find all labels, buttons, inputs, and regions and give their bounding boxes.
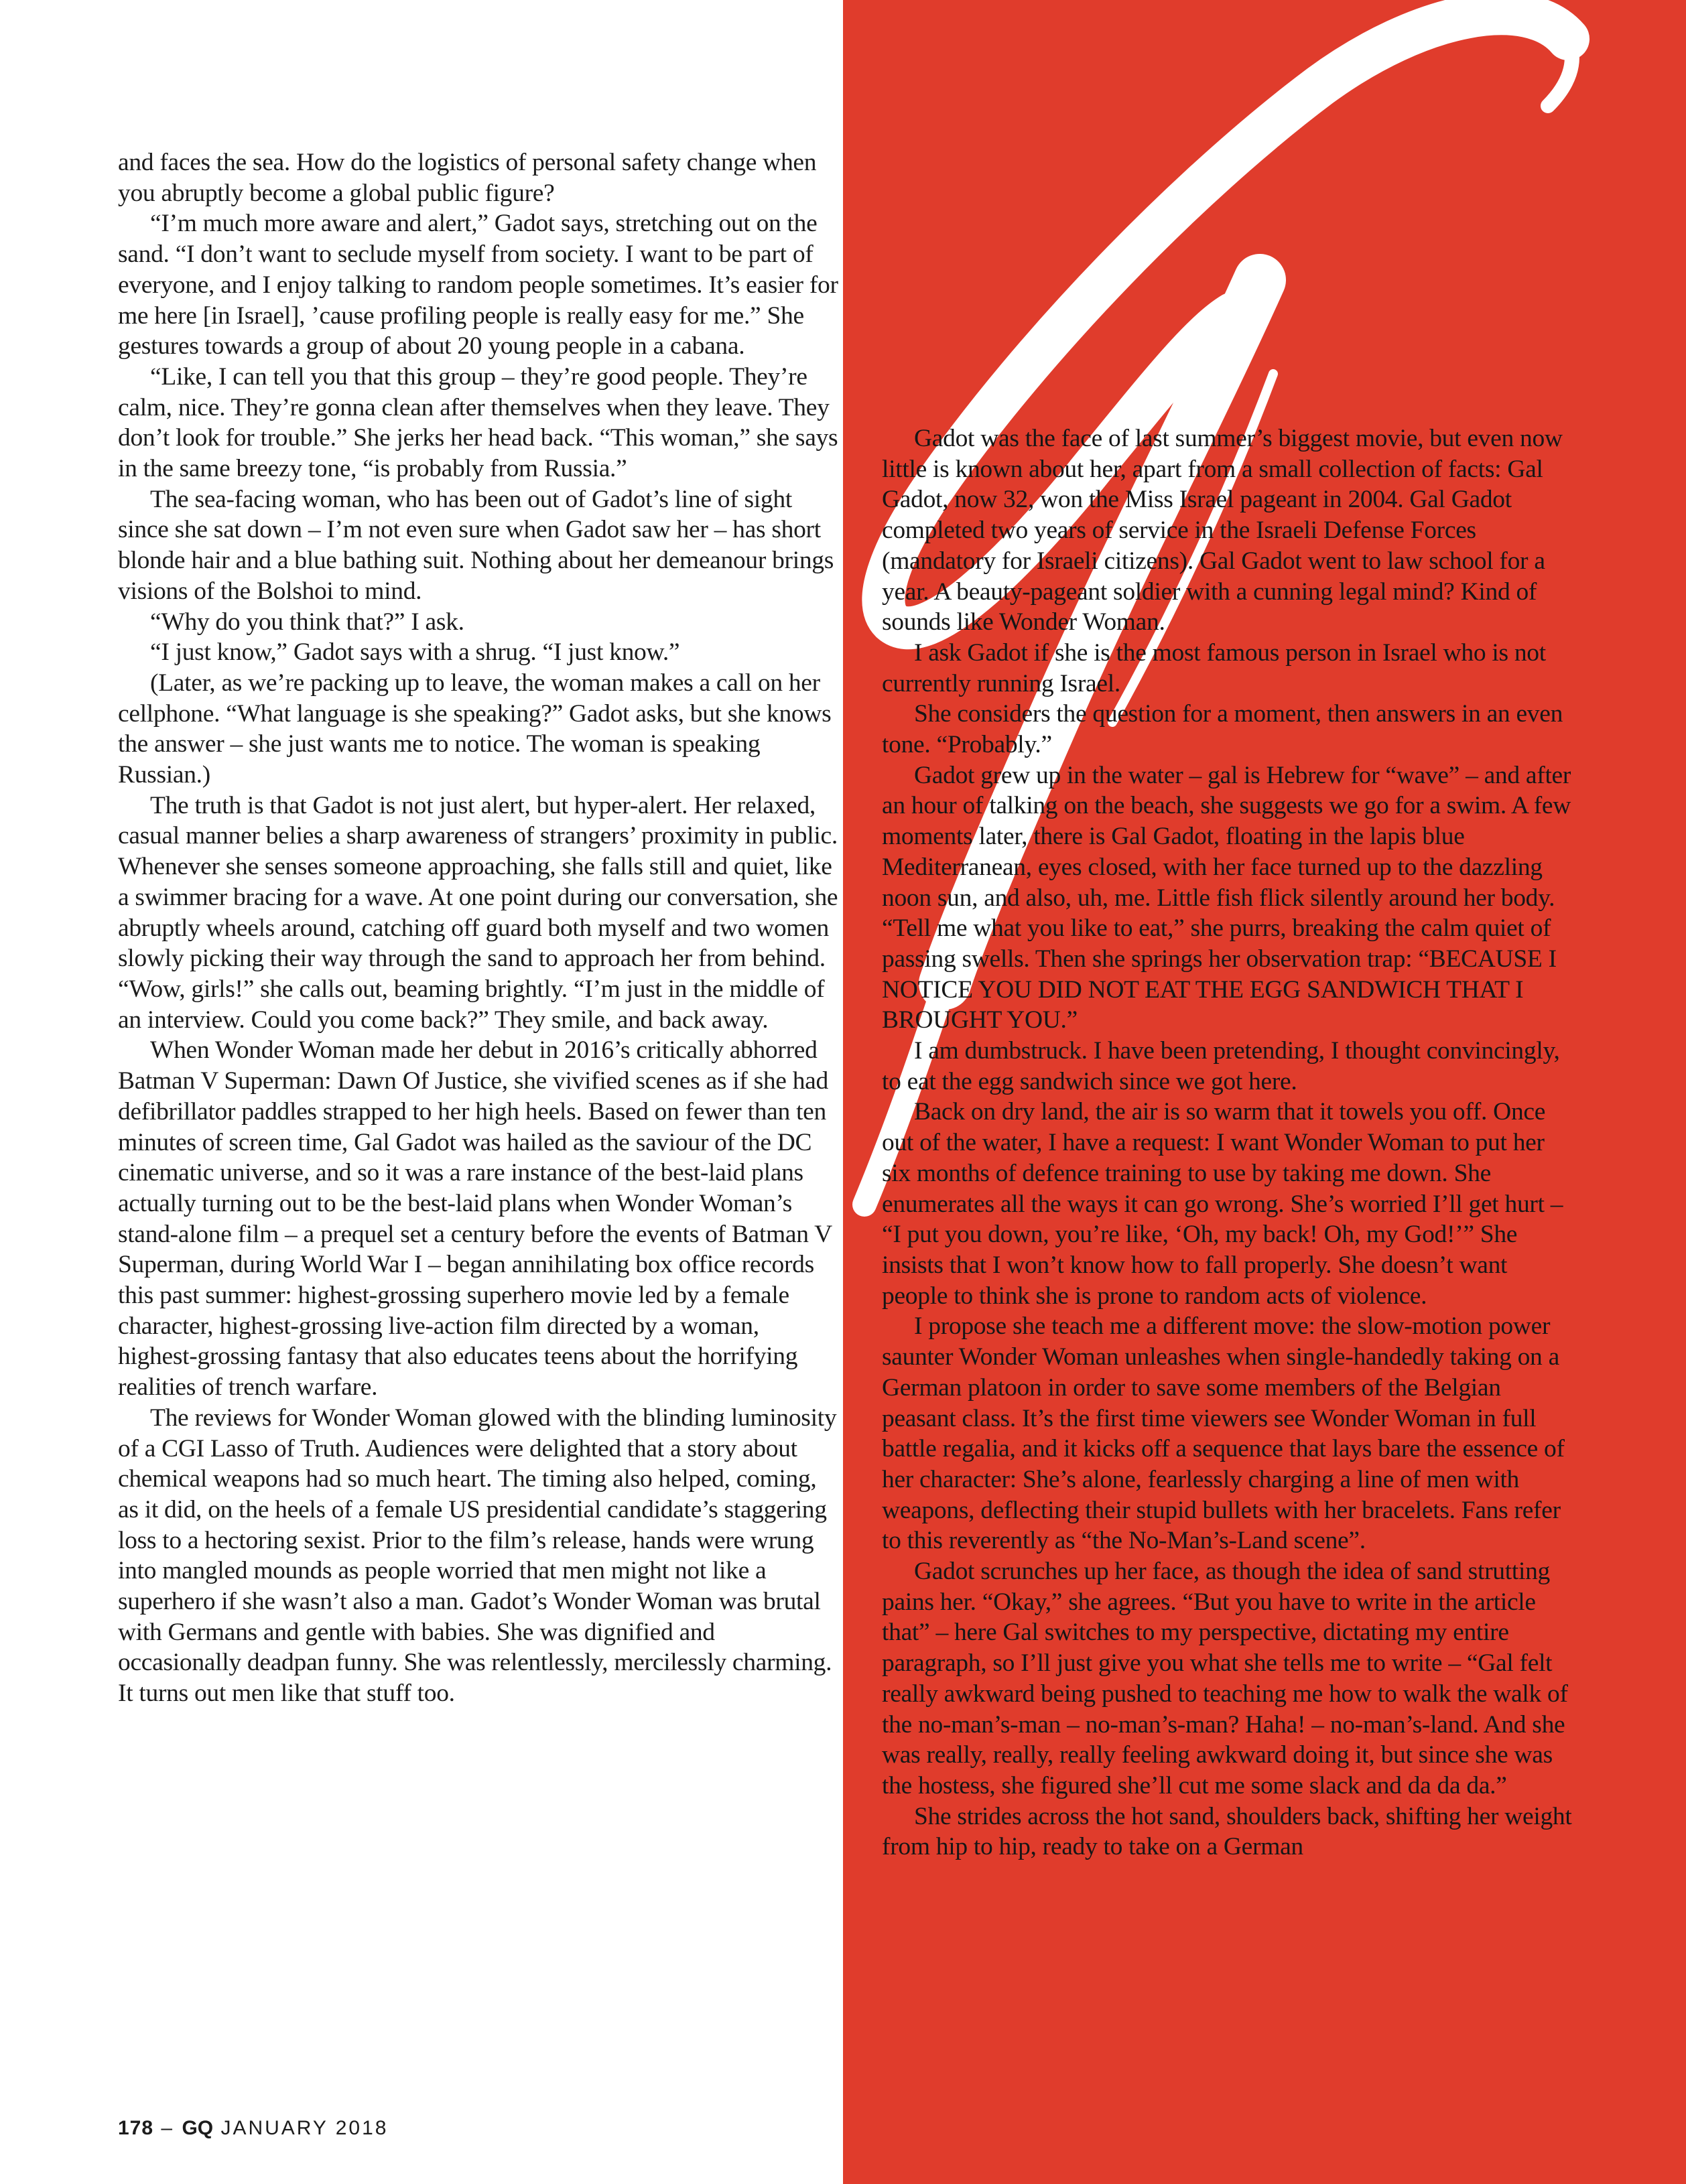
paragraph: Gadot was the face of last summer’s biggest movie, but even now little is known about her, apart from a small collection of facts: Gal Gadot, now 32, won the Miss Israel pageant in 2004. Gal Gadot completed two years of service in the Israeli Defense Forces (mandatory for Israeli citizens). Gal Gadot went to law school for a year. A beauty-pageant soldier with a cunning legal mind? Kind of sounds like Wonder Woman. [882, 425, 1563, 636]
page-number: 178 [118, 2117, 154, 2139]
paragraph: (Later, as we’re packing up to leave, the woman makes a call on her cellphone. “What language is she speaking?” Gadot asks, but she knows the answer – she just wants me to notice. The woman is speaking Russian.) [118, 669, 832, 789]
paragraph: “Like, I can tell you that this group – they’re good people. They’re calm, nice. They’re gonna clean after themselves when they leave. They don’t look for trouble.” She jerks her head back. “This woman,” she says in the same breezy tone, “is probably from Russia.” [118, 362, 838, 483]
paragraph: and faces the sea. How do the logistics of personal safety change when you abruptly become a global public figure? [118, 149, 817, 207]
paragraph: The truth is that Gadot is not just alert, but hyper-alert. Her relaxed, casual manner belies a sharp awareness of strangers’ proximity in public. Whenever she senses someone approaching, she falls still and quiet, like a swimmer bracing for a wave. At one point during our conversation, she abruptly wheels around, catching off guard both myself and two women slowly picking their way through the sand to approach her from behind. “Wow, girls!” she calls out, beaming brightly. “I’m just in the middle of an interview. Could you come back?” They smile, and back away. [118, 791, 838, 1034]
paragraph: Gadot scrunches up her face, as though the idea of sand strutting pains her. “Okay,” she agrees. “But you have to write in the article that” – here Gal switches to my perspective, dictating my entire paragraph, so I’ll just give you what she tells me to write – “Gal felt really awkward being pushed to teaching me how to walk the walk of the no-man’s-man – no-man’s-man? Haha! – no-man’s-land. And she was really, really, really feeling awkward doing it, but since she was the hostess, she figured she’ll cut me some slack and da da da.” [882, 1558, 1568, 1799]
left-article-column [118, 147, 842, 1709]
paragraph: “I’m much more aware and alert,” Gadot says, stretching out on the sand. “I don’t want to seclude myself from society. I want to be part of everyone, and I enjoy talking to random people sometimes. It’s easier for me here [in Israel], ’cause profiling people is really easy for me.” She gestures towards a group of about 20 young people in a cabana. [118, 210, 838, 360]
issue-date: JANUARY 2018 [220, 2117, 389, 2139]
paragraph: Gadot grew up in the water – gal is Hebrew for “wave” – and after an hour of talking on the beach, she suggests we go for a swim. A few moments later, there is Gal Gadot, floating in the lapis blue Mediterranean, eyes closed, with her face turned up to the dazzling noon sun, and also, uh, me. Little fish flick silently around her body. “Tell me what you like to eat,” she purrs, breaking the calm quiet of passing swells. Then she springs her observation trap: “BECAUSE I NOTICE YOU DID NOT EAT THE EGG SANDWICH THAT I BROUGHT YOU.” [882, 761, 1571, 1034]
paragraph: She strides across the hot sand, shoulders back, shifting her weight from hip to hip, ready to take on a German [882, 1802, 1572, 1861]
page-folio [118, 2117, 388, 2140]
paragraph: “Why do you think that?” I ask. [150, 608, 464, 636]
paragraph: The sea-facing woman, who has been out of Gadot’s line of sight since she sat down – I’m not even sure when Gadot saw her – has short blonde hair and a blue bathing suit. Nothing about her demeanour brings visions of the Bolshoi to mind. [118, 485, 834, 605]
folio-separator: – [161, 2117, 175, 2139]
paragraph: She considers the question for a moment, then answers in an even tone. “Probably.” [882, 700, 1563, 759]
paragraph: When Wonder Woman made her debut in 2016’s critically abhorred Batman V Superman: Dawn Of Justice, she vivified scenes as if she had defibrillator paddles strapped to her high heels. Based on fewer than ten minutes of screen time, Gal Gadot was hailed as the saviour of the DC cinematic universe, and so it was a rare instance of the best-laid plans actually turning out to be the best-laid plans when Wonder Woman’s stand-alone film – a prequel set a century before the events of Batman V Superman, during World War I – began annihilating box office records this past summer: highest-grossing superhero movie led by a female character, highest-grossing live-action film directed by a woman, highest-grossing fantasy that also educates teens about the horrifying realities of trench warfare. [118, 1036, 832, 1402]
paragraph: The reviews for Wonder Woman glowed with the blinding luminosity of a CGI Lasso of Truth. Audiences were delighted that a story about chemical weapons had so much heart. The timing also helped, coming, as it did, on the heels of a female US presidential candidate’s staggering loss to a hectoring sexist. Prior to the film’s release, hands were wrung into mangled mounds as people worried that men might not like a superhero if she wasn’t also a man. Gadot’s Wonder Woman was brutal with Germans and gentle with babies. She was dignified and occasionally deadpan funny. She was relentlessly, mercilessly charming. It turns out men like that stuff too. [118, 1404, 837, 1708]
paragraph: I am dumbstruck. I have been pretending, I thought convincingly, to eat the egg sandwich since we got here. [882, 1037, 1560, 1095]
magazine-brand: GQ [182, 2117, 214, 2139]
right-article-column [882, 423, 1579, 1862]
paragraph: Back on dry land, the air is so warm that it towels you off. Once out of the water, I have a request: I want Wonder Woman to put her six months of defence training to use by taking me down. She enumerates all the ways it can go wrong. She’s worried I’ll get hurt – “I put you down, you’re like, ‘Oh, my back! Oh, my God!’” She insists that I won’t know how to fall properly. She doesn’t want people to think she is prone to random acts of violence. [882, 1098, 1563, 1310]
paragraph: I propose she teach me a different move: the slow-motion power saunter Wonder Woman unleashes when single-handedly taking on a German platoon in order to save some members of the Belgian peasant class. It’s the first time viewers see Wonder Woman in full battle regalia, and it kicks off a sequence that lays bare the essence of her character: She’s alone, fearlessly charging a line of men with weapons, deflecting their stupid bullets with her bracelets. Fans refer to this reverently as “the No-Man’s-Land scene”. [882, 1312, 1565, 1555]
paragraph: “I just know,” Gadot says with a shrug. “I just know.” [150, 638, 680, 667]
paragraph: I ask Gadot if she is the most famous person in Israel who is not currently running Israel. [882, 638, 1546, 697]
